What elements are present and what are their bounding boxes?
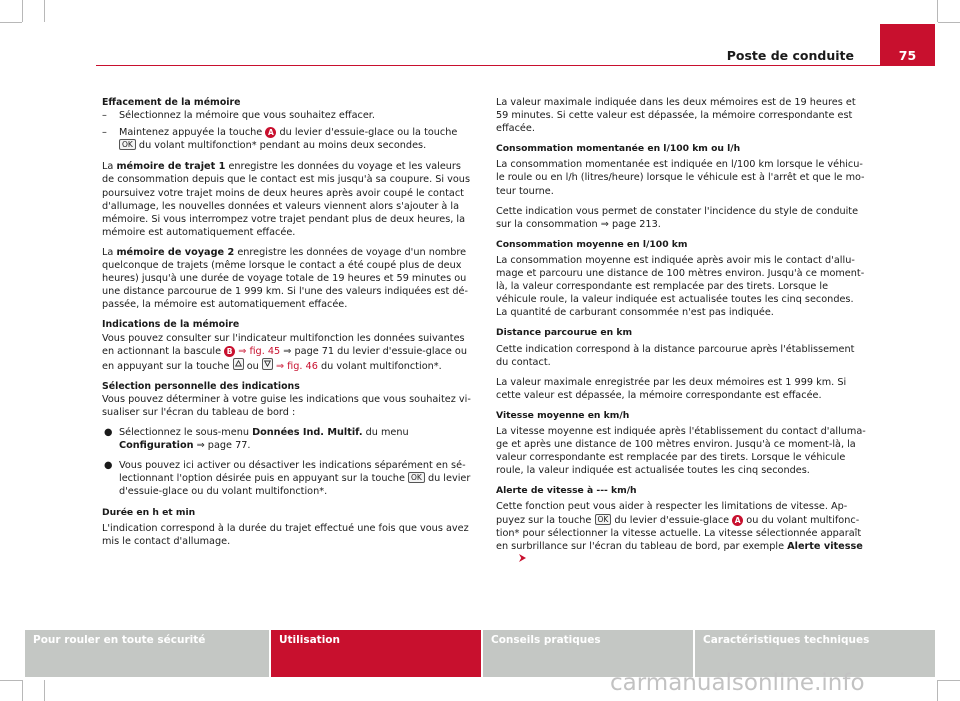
wiper-key-a-icon: A bbox=[265, 127, 276, 138]
figure-link[interactable]: ⇒ fig. 46 bbox=[275, 360, 318, 372]
crop-mark bbox=[937, 0, 938, 22]
paragraph bbox=[102, 160, 472, 239]
crop-mark bbox=[0, 22, 22, 23]
crop-mark bbox=[22, 0, 23, 22]
paragraph: Cette indication vous permet de constater l'incidence du style de conduite sur la consommation ⇒ page 213. bbox=[496, 205, 859, 230]
footer-tab-safety[interactable]: Pour rouler en toute sécurité bbox=[25, 630, 269, 677]
paragraph bbox=[102, 246, 472, 311]
paragraph: L'indication correspond à la durée du trajet effectué une fois que vous avez mis le contact d'allumage. bbox=[102, 522, 469, 547]
footer-tab-technical-specs[interactable]: Caractéristiques techniques bbox=[695, 630, 935, 677]
text: ou du volant multifonction* pour sélectionner la vitesse actuelle. La vitesse sélectionnée apparaît en surbrillance sur l'écran du tableau de bord, par exemple bbox=[496, 514, 862, 552]
text: du menu bbox=[365, 427, 409, 439]
text: du volant multifonction*. bbox=[320, 360, 442, 372]
footer-tab-practical-tips[interactable]: Conseils pratiques bbox=[483, 630, 693, 677]
page-header-title: Poste de conduite bbox=[726, 48, 854, 63]
page-link[interactable]: ⇒ page 77. bbox=[196, 440, 251, 452]
triangle-up-key-icon bbox=[233, 358, 244, 370]
term: mémoire de trajet 1 bbox=[116, 161, 226, 173]
text: Sélectionnez le sous-menu bbox=[119, 427, 249, 439]
text: du levier d'essuie-glace ou du volant multifonction*. bbox=[119, 473, 471, 498]
crop-mark bbox=[937, 680, 938, 701]
rocker-key-b-icon: B bbox=[224, 346, 235, 357]
memory-indications-heading: Indications de la mémoire bbox=[102, 319, 240, 331]
dash-marker: – bbox=[102, 110, 107, 122]
paragraph bbox=[102, 332, 472, 373]
text: ⇒ page 71 du levier d'essuie-glace ou en appuyant sur la touche bbox=[102, 345, 467, 372]
paragraph bbox=[496, 500, 866, 566]
selection-heading: Sélection personnelle des indications bbox=[102, 380, 300, 392]
right-column bbox=[496, 96, 866, 574]
watermark: carmanualsonline.info bbox=[610, 670, 865, 696]
text: La bbox=[102, 246, 114, 258]
menu-term: Configuration bbox=[119, 440, 194, 452]
instant-consumption-heading: Consommation momentanée en l/100 km ou l/h bbox=[496, 143, 741, 155]
text: Vous pouvez ici activer ou désactiver les indications séparément en sélectionnant l'option désirée puis en appuyant sur la touche bbox=[119, 460, 466, 485]
ok-key-icon: OK bbox=[595, 514, 612, 525]
menu-term: Données Ind. Multif. bbox=[252, 427, 363, 439]
text: ou bbox=[246, 360, 259, 372]
paragraph: Vous pouvez déterminer à votre guise les indications que vous souhaitez visualiser sur l'écran du tableau de bord : bbox=[102, 393, 471, 418]
memory-reset-heading: Effacement de la mémoire bbox=[102, 97, 241, 108]
list-item bbox=[102, 109, 472, 122]
triangle-down-key-icon bbox=[262, 358, 273, 370]
speed-alert-heading: Alerte de vitesse à --- km/h bbox=[496, 485, 637, 497]
text: enregistre les données du voyage et les valeurs de consommation depuis que le contact est mis jusqu'à sa coupure. Si vous poursuivez votre trajet moins de deux heures après avoir coupé le contact d'allumage, les nouvelles données et valeurs viennent alors s'ajouter à la mémoire. Si vous interrompez votre trajet pendant plus de deux heures, la mémoire est automatiquement effacée. bbox=[102, 161, 470, 238]
text: du levier d'essuie-glace bbox=[614, 514, 730, 526]
crop-mark bbox=[0, 680, 22, 681]
crop-mark bbox=[938, 680, 960, 681]
list-item-text: du levier d'essuie-glace ou la touche bbox=[279, 127, 458, 139]
display-term: Alerte vitesse bbox=[787, 540, 863, 552]
left-column bbox=[102, 96, 472, 555]
average-speed-heading: Vitesse moyenne en km/h bbox=[496, 409, 630, 421]
list-item-text: du volant multifonction* pendant au moins deux secondes. bbox=[138, 140, 427, 152]
crop-mark bbox=[22, 680, 23, 701]
crop-mark bbox=[44, 680, 45, 701]
page-number: 75 bbox=[898, 48, 917, 63]
ok-key-icon: OK bbox=[408, 472, 425, 483]
wiper-key-a-icon: A bbox=[732, 515, 743, 526]
bullet-marker: ● bbox=[104, 427, 113, 439]
list-item bbox=[102, 459, 472, 498]
footer-tab-operation[interactable]: Utilisation bbox=[271, 630, 481, 677]
dash-marker: – bbox=[102, 127, 107, 139]
paragraph: La consommation moyenne est indiquée après avoir mis le contact d'allumage et parcouru une distance de 100 mètres environ. Jusqu'à ce moment-là, la valeur correspondante est remplacée par des tirets. Lorsque le véhicule roule, la valeur indiquée est actualisée toutes les cinq secondes. La quantité de carburant consommée n'est pas indiquée. bbox=[496, 254, 865, 319]
paragraph: La valeur maximale indiquée dans les deux mémoires est de 19 heures et 59 minutes. Si cette valeur est dépassée, la mémoire correspondante est effacée. bbox=[496, 97, 856, 135]
paragraph: La vitesse moyenne est indiquée après l'établissement du contact d'allumage et après une distance de 100 mètres environ. Jusqu'à ce moment-là, la valeur correspondante est remplacée par des tirets. Lorsque le véhicule roule, la valeur indiquée est actualisée toutes les cinq secondes. bbox=[496, 425, 866, 477]
bullet-marker: ● bbox=[104, 460, 113, 472]
paragraph: La consommation momentanée est indiquée en l/100 km lorsque le véhicule roule ou en l/h (litres/heure) lorsque le véhicule est à l'arrêt et que le moteur tourne. bbox=[496, 159, 865, 197]
text: Vous pouvez consulter sur l'indicateur multifonction les données suivantes en actionnant la bascule bbox=[102, 332, 465, 357]
continue-arrow-icon bbox=[518, 553, 527, 567]
ok-key-icon: OK bbox=[119, 139, 136, 150]
list-item-text: Sélectionnez la mémoire que vous souhaitez effacer. bbox=[119, 110, 375, 122]
figure-link[interactable]: ⇒ fig. 45 bbox=[238, 345, 281, 357]
crop-mark bbox=[44, 0, 45, 22]
text: La bbox=[102, 161, 114, 173]
distance-heading: Distance parcourue en km bbox=[496, 327, 633, 339]
crop-mark bbox=[938, 22, 960, 23]
list-item bbox=[102, 126, 472, 152]
list-item bbox=[102, 426, 472, 452]
duration-heading: Durée en h et min bbox=[102, 506, 196, 518]
paragraph: La valeur maximale enregistrée par les deux mémoires est 1 999 km. Si cette valeur est dépassée, la mémoire correspondante est effacée. bbox=[496, 376, 847, 401]
text: enregistre les données de voyage d'un nombre quelconque de trajets (même lorsque le contact a été coupé plus de deux heures) jusqu'à une durée de voyage totale de 19 heures et 59 minutes ou une distance parcourue de 1 999 km. Si l'une des valeurs indiquées est dépassée, la mémoire est automatiquement effacée. bbox=[102, 246, 468, 311]
header-rule bbox=[96, 65, 880, 66]
average-consumption-heading: Consommation moyenne en l/100 km bbox=[496, 238, 688, 250]
list-item-text: Maintenez appuyée la touche bbox=[119, 127, 263, 139]
text: Cette fonction peut vous aider à respecter les limitations de vitesse. Appuyez sur la touche bbox=[496, 501, 848, 526]
term: mémoire de voyage 2 bbox=[116, 246, 235, 258]
paragraph: Cette indication correspond à la distance parcourue après l'établissement du contact. bbox=[496, 343, 855, 368]
